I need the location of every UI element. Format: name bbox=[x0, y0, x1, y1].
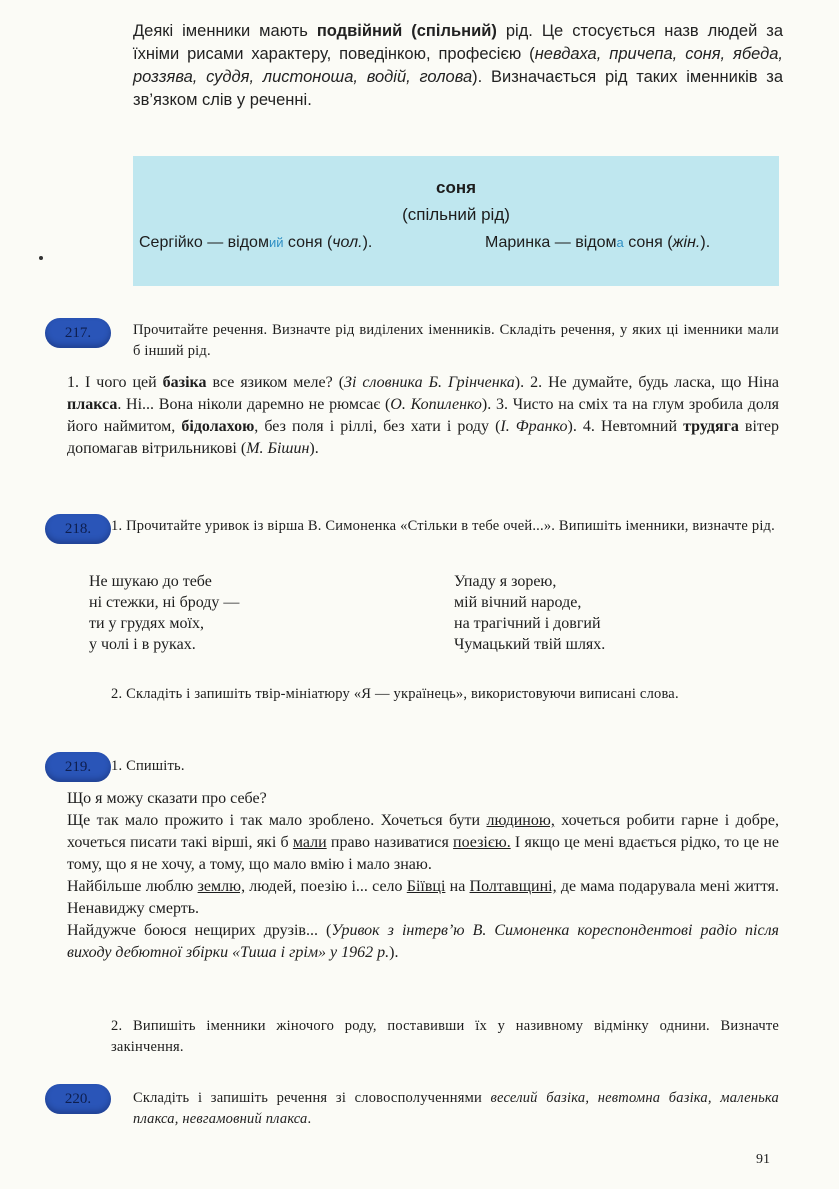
theory-paragraph bbox=[133, 20, 783, 112]
margin-dot bbox=[39, 256, 43, 260]
passage-text: І якщо це мені вдається рідко, то це не тому, що я не хочу, а тому, що мало вмію і мало знаю. bbox=[67, 834, 780, 873]
example-text: соня ( bbox=[283, 234, 333, 251]
instruction-text: . bbox=[307, 1111, 312, 1127]
passage-text: людей, поезію і... село bbox=[245, 878, 407, 895]
poem-line: у чолі і в руках. bbox=[89, 636, 196, 653]
ex219-task2: 2. Випишіть іменники жіночого роду, поставивши їх у називному відмінку однини. Визначте закінчення. bbox=[111, 1018, 779, 1055]
highlighted-noun: бідолахою bbox=[181, 418, 255, 435]
poem-line: мій вічний народе, bbox=[454, 594, 582, 611]
exercise-badge-218: 218. bbox=[45, 514, 111, 544]
passage-text: на bbox=[445, 878, 470, 895]
sentence-text: все язиком меле? ( bbox=[206, 374, 345, 391]
passage-paragraph-1 bbox=[67, 810, 779, 876]
passage-title: Що я можу сказати про себе? bbox=[67, 790, 267, 807]
ex219-task1: 1. Спишіть. bbox=[111, 758, 185, 774]
source-note: Уривок з інтерв’ю В. Симоненка кореспондентові радіо після виходу дебютної збірки «Тиша і грім» у 1962 р. bbox=[67, 922, 779, 961]
passage-text: де мама подарувала мені життя. Ненавиджу смерть. bbox=[67, 878, 780, 917]
highlighted-noun: базіка bbox=[162, 374, 207, 391]
example-gender: жін. bbox=[672, 234, 701, 251]
underlined-word: Полтавщині, bbox=[469, 878, 557, 895]
example-gender: чол. bbox=[332, 234, 363, 251]
poem-line: ти у грудях моїх, bbox=[89, 615, 204, 632]
passage-text: хочеться робити гарне і добре, хочеться писати такі вірші, які б bbox=[67, 812, 779, 851]
poem-line: Упаду я зорею, bbox=[454, 573, 557, 590]
source-author: І. Франко bbox=[500, 418, 568, 435]
ex220-instruction bbox=[133, 1088, 779, 1130]
page-number: 91 bbox=[756, 1152, 770, 1167]
example-text: соня ( bbox=[623, 234, 673, 251]
rule-gender: (спільний рід) bbox=[402, 205, 510, 224]
source-author: М. Бішин bbox=[246, 440, 310, 457]
underlined-word: землю, bbox=[197, 878, 246, 895]
example-text: ). bbox=[362, 234, 373, 251]
theory-term: подвійний bbox=[316, 22, 403, 40]
exercise-badge-217: 217. bbox=[45, 318, 111, 348]
poem-left-column bbox=[89, 571, 239, 655]
underlined-word: мали bbox=[292, 834, 327, 851]
underlined-word: Біївці bbox=[406, 878, 446, 895]
word-combinations: веселий базіка, невтомна базіка, маленька плакса, невгамовний плакса bbox=[133, 1090, 779, 1127]
theory-examples: невдаха, причепа, соня, ябеда, роззява, суддя, листоноша, водій, голова bbox=[133, 45, 784, 86]
exercise-badge-219: 219. bbox=[45, 752, 111, 782]
sentence-text: ). bbox=[309, 440, 319, 457]
rule-example-masculine bbox=[139, 234, 372, 252]
passage-text: Ще так мало прожито і так мало зроблено. Хочеться бути bbox=[67, 812, 487, 829]
sentence-text: , без поля і ріллі, без хати і роду ( bbox=[254, 418, 501, 435]
example-text: ). bbox=[700, 234, 711, 251]
exercise-badge-220: 220. bbox=[45, 1084, 111, 1114]
poem-line: на трагічний і довгий bbox=[454, 615, 601, 632]
poem-line: Не шукаю до тебе bbox=[89, 573, 212, 590]
sentence-text: . Ні... Вона ніколи даремно не рюмсає ( bbox=[117, 396, 391, 413]
source-author: Зі словника Б. Грінченка bbox=[344, 374, 515, 391]
example-text: Маринка — відом bbox=[485, 234, 617, 251]
highlighted-noun: трудяга bbox=[683, 418, 739, 435]
theory-space bbox=[402, 22, 411, 40]
source-author: О. Копиленко bbox=[390, 396, 482, 413]
example-ending: а bbox=[616, 235, 624, 250]
underlined-word: людиною, bbox=[486, 812, 555, 829]
sentence-text: ). 2. Не думайте, будь ласка, що Ніна bbox=[514, 374, 780, 391]
sentence-text: ). 3. Чисто на сміх та на глум зробила доля його наймитом, bbox=[67, 396, 780, 435]
passage-text: Найдужче боюся нещирих друзів... ( bbox=[67, 922, 332, 939]
ex218-instruction: 1. Прочитайте уривок із вірша В. Симоненка «Стільки в тебе очей...». Випишіть іменники, визначте рід. bbox=[111, 518, 775, 534]
sentence-text: 1. І чого цей bbox=[67, 374, 163, 391]
passage-paragraph-2 bbox=[67, 876, 779, 920]
rule-example-feminine bbox=[485, 234, 710, 252]
example-ending: ий bbox=[268, 235, 284, 250]
ex218-task2: 2. Складіть і запишіть твір-мініатюру «Я — українець», використовуючи виписані слова. bbox=[111, 686, 679, 702]
instruction-text: Складіть і запишіть речення зі словосполученнями bbox=[133, 1090, 491, 1106]
passage-text: Найбільше люблю bbox=[67, 878, 198, 895]
passage-text: ). bbox=[389, 944, 399, 961]
passage-text: право називатися bbox=[326, 834, 454, 851]
theory-text: ). Визначається рід таких іменників за зв’язком слів у реченні. bbox=[133, 68, 783, 109]
underlined-word: поезією. bbox=[453, 834, 511, 851]
theory-text: рід. Це стосується назв людей за їхніми рисами характеру, поведінкою, професією ( bbox=[133, 22, 784, 63]
rule-word: соня bbox=[435, 178, 477, 197]
rule-box bbox=[133, 156, 779, 286]
ex217-instruction: Прочитайте речення. Визначте рід виділених іменників. Складіть речення, у яких ці іменники мали б інший рід. bbox=[133, 322, 779, 359]
poem-right-column bbox=[454, 571, 605, 655]
example-text: Сергійко — відом bbox=[139, 234, 269, 251]
poem-line: Чумацький твій шлях. bbox=[454, 636, 606, 653]
passage-paragraph-3 bbox=[67, 920, 779, 964]
ex217-sentences bbox=[67, 372, 779, 460]
ex219-passage bbox=[67, 788, 779, 964]
sentence-text: вітер допомагав вітрильникові ( bbox=[67, 418, 780, 457]
poem-line: ні стежки, ні броду — bbox=[89, 594, 240, 611]
sentence-text: ). 4. Невтомний bbox=[567, 418, 684, 435]
theory-text: Деякі іменники мають bbox=[133, 22, 317, 40]
theory-term-alt: (спільний) bbox=[411, 22, 497, 40]
highlighted-noun: плакса bbox=[67, 396, 118, 413]
